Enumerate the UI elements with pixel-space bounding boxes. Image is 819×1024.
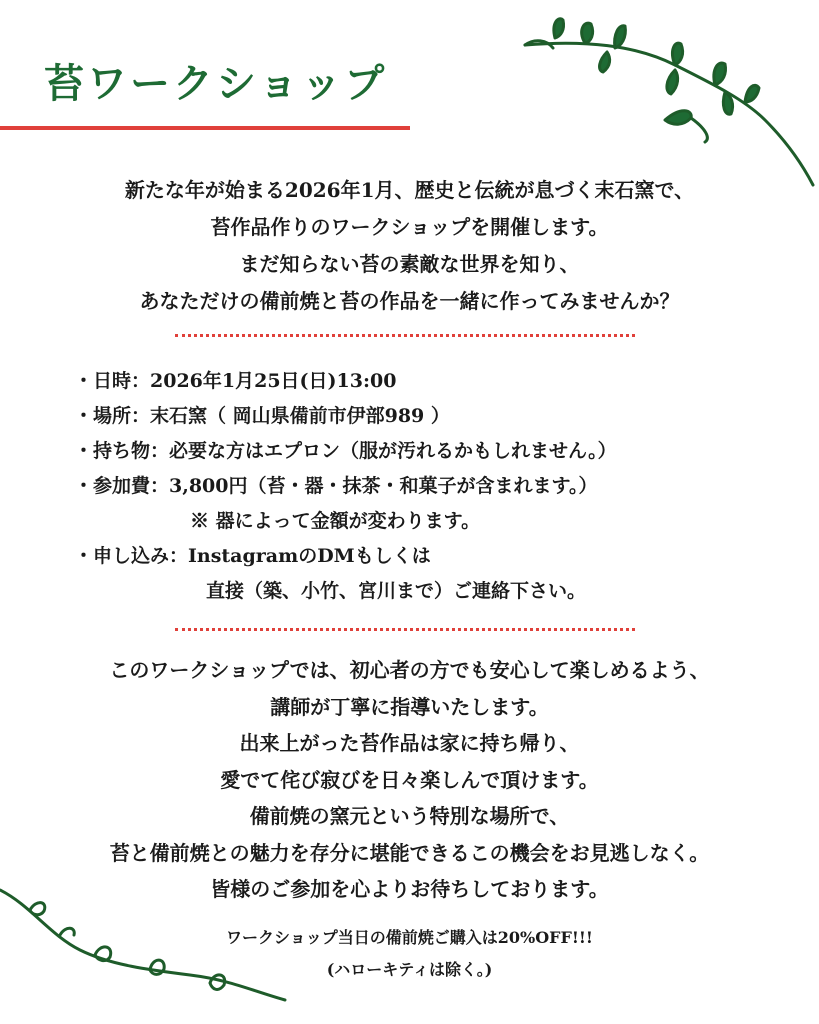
intro-line: 新たな年が始まる2026年1月、歴史と伝統が息づく末石窯で、 [124,178,695,202]
detail-place: ・場所：末石窯（ 岡山県備前市伊部989 ） [74,405,450,427]
closing-line: 皆様のご参加を心よりお待ちしております。 [210,877,609,901]
sale-notice: ワークショップ当日の備前焼ご購入は20%OFF!!! [226,928,593,947]
intro-paragraph [0,172,819,320]
closing-line: 苔と備前焼との魅力を存分に堪能できるこの機会をお見逃しなく。 [109,840,710,865]
closing-line: 備前焼の窯元という特別な場所で、 [249,804,570,828]
title-underline [0,126,410,130]
page-title: 苔ワークショップ [44,60,388,107]
closing-line: このワークショップでは、初心者の方でも安心して楽しめるよう、 [109,658,710,682]
closing-line: 愛でて侘び寂びを日々楽しんで頂けます。 [220,767,599,792]
detail-fee-note: ※ 器によって金額が変わります。 [190,510,481,532]
intro-line: まだ知らない苔の素敵な世界を知り、 [239,252,580,276]
closing-line: 講師が丁寧に指導いたします。 [270,694,549,719]
event-details [74,364,617,609]
closing-paragraph [0,652,819,908]
detail-items: ・持ち物：必要な方はエプロン（服が汚れるかもしれません。） [74,440,617,462]
closing-line: 出来上がった苔作品は家に持ち帰り、 [239,731,580,755]
detail-apply: ・申し込み：InstagramのDMもしくは [74,545,431,567]
detail-apply-continued: 直接（築、小竹、宮川まで）ご連絡下さい。 [206,580,587,602]
intro-line: あなただけの備前焼と苔の作品を一緒に作ってみませんか？ [139,289,680,313]
detail-fee: ・参加費：3,800円（苔・器・抹茶・和菓子が含まれます。） [74,475,598,497]
detail-datetime: ・日時：2026年1月25日(日)13:00 [74,370,397,392]
intro-line: 苔作品作りのワークショップを開催します。 [210,215,609,239]
vine-decoration-top [515,10,815,195]
sale-exclusion: (ハローキティは除く。) [326,960,493,979]
vine-decoration-bottom [0,885,290,1010]
dotted-divider [175,628,635,631]
dotted-divider [175,334,635,337]
